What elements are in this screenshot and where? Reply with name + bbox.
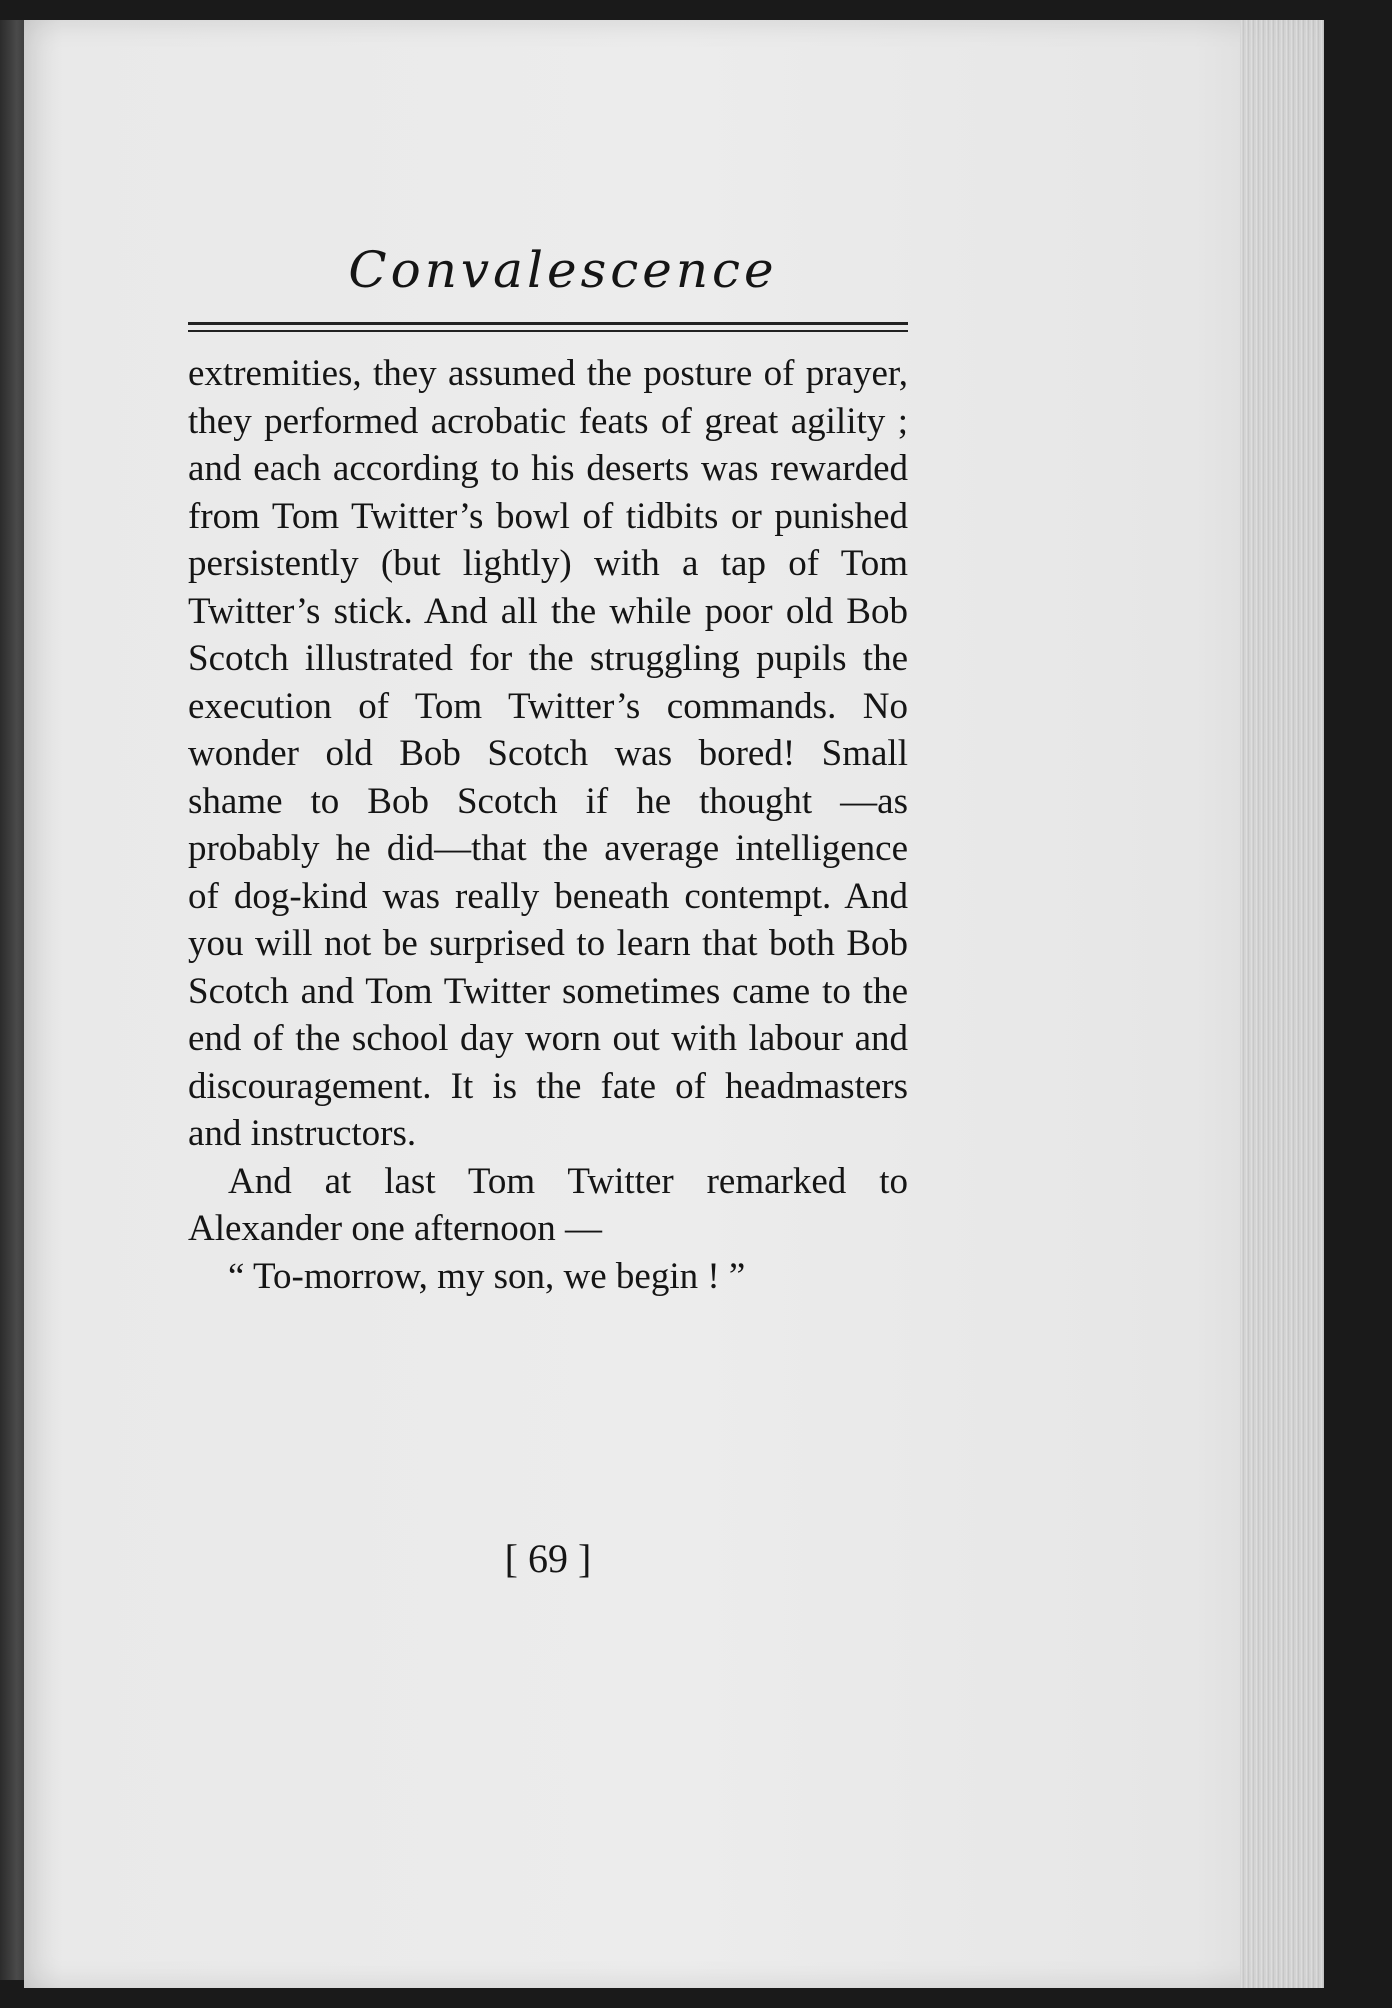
text-block <box>188 240 908 1300</box>
page-number: [ 69 ] <box>504 1536 592 1581</box>
running-head: Convalescence <box>348 241 778 299</box>
page-edges <box>1240 20 1324 1988</box>
paragraph: “ To-morrow, my son, we begin ! ” <box>228 1255 746 1297</box>
paragraph: And at last Tom Twitter remarked to Alexander one afternoon — <box>188 1160 908 1249</box>
paragraph: extremities, they assumed the posture of prayer, they performed acrobatic feats of great agility ; and each according to his deserts was rewarded from Tom Twitter’s bowl of tidbits or punished persistently (but lightly) with a tap of Tom Twitter’s stick. And all the while poor old Bob Scotch illustrated for the struggling pupils the execution of Tom Twitter’s commands. No wonder old Bob Scotch was bored! Small shame to Bob Scotch if he thought —as probably he did—that the average intelligence of dog-kind was really beneath contempt. And you will not be surprised to learn that both Bob Scotch and Tom Twitter sometimes came to the end of the school day worn out with labour and discouragement. It is the fate of headmasters and instructors. <box>188 353 908 1154</box>
body-text <box>188 350 908 1300</box>
header-rule-top <box>188 322 908 325</box>
header-rule-bottom <box>188 330 908 332</box>
